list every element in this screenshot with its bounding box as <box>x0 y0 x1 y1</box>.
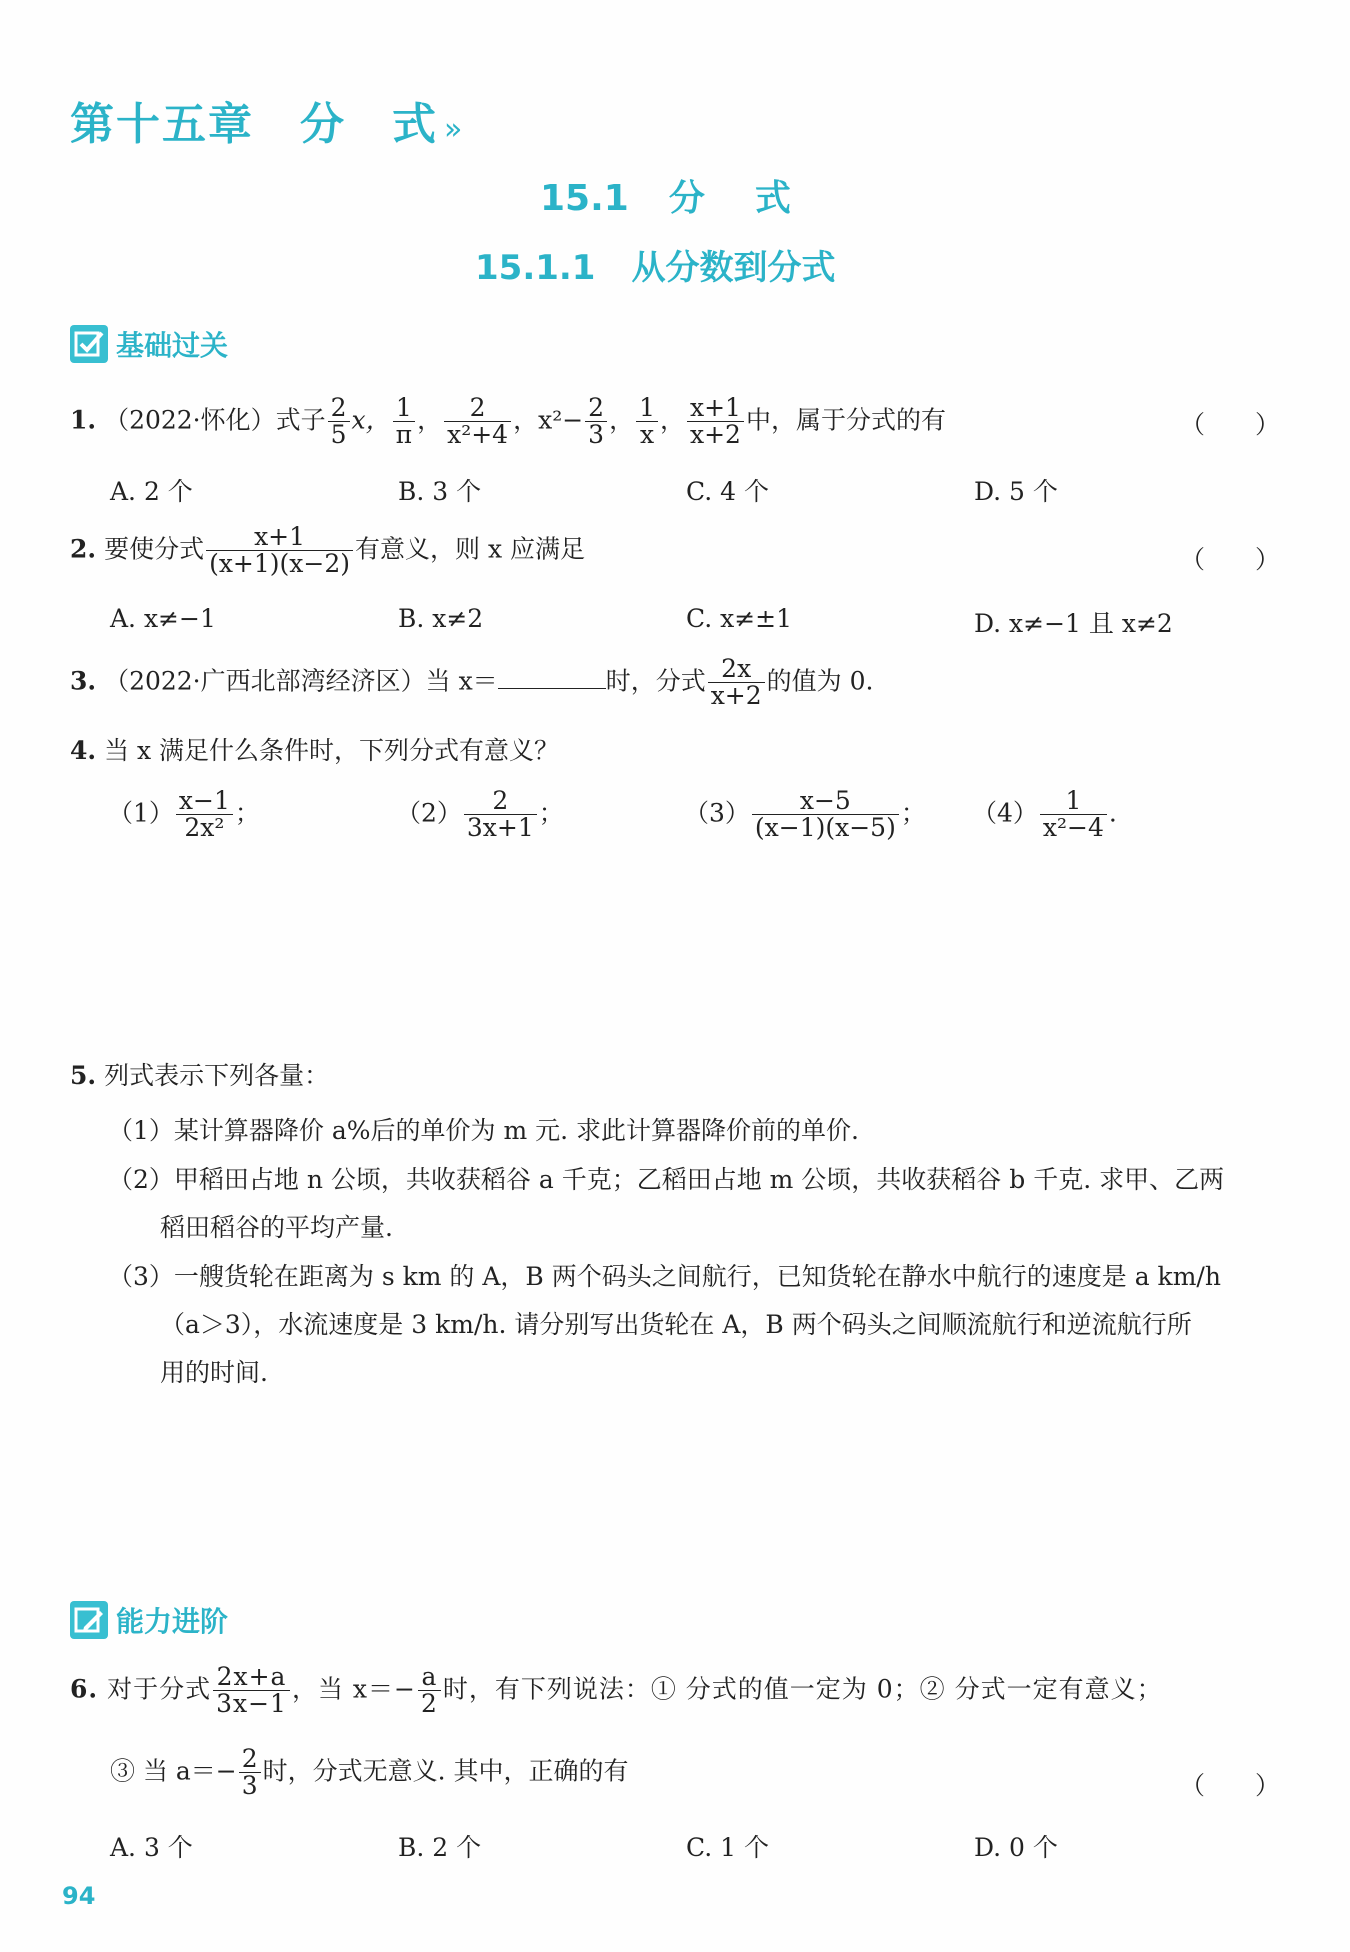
q1-option-c[interactable]: C. 4 个 <box>686 477 769 506</box>
subsection-title <box>475 240 835 289</box>
answer-blank-q3[interactable] <box>498 664 606 689</box>
question-1-number: 1. <box>70 405 97 435</box>
fraction: $\frac{2}{5}$ <box>328 395 350 449</box>
fraction: $\frac{2}{3}$ <box>239 1746 261 1800</box>
question-1-source: （2022·怀化）式子 <box>104 405 326 435</box>
question-4 <box>70 738 559 763</box>
fraction: $\frac{x-1}{\text{2x²}}$ <box>176 788 233 842</box>
q4-part-4 <box>972 788 1117 842</box>
answer-paren-q2[interactable]: （ ） <box>1180 545 1281 574</box>
fraction: $\frac{2}{3x+1}$ <box>464 788 537 842</box>
q2-option-c[interactable]: C. x≠±1 <box>686 604 793 633</box>
q5-part-3-line-3: 用的时间. <box>160 1358 268 1387</box>
chapter-title-number: 第十五章 <box>70 99 254 150</box>
q6-option-a[interactable]: A. 3 个 <box>110 1833 193 1862</box>
chapter-title-word-a: 分 <box>300 99 346 150</box>
badge-advanced-label: 能力进阶 <box>116 1605 229 1638</box>
question-6 <box>70 1664 1163 1718</box>
q3-text: 的值为 0. <box>766 666 874 696</box>
q6-option-c[interactable]: C. 1 个 <box>686 1833 769 1862</box>
section-title <box>540 170 791 221</box>
q1-text: ， <box>660 405 686 435</box>
double-chevron-icon: » <box>444 112 465 147</box>
section-number: 15.1 <box>540 178 629 219</box>
q2-option-a[interactable]: A. x≠−1 <box>110 604 216 633</box>
q1-text: ， <box>609 405 635 435</box>
q1-option-b[interactable]: B. 3 个 <box>398 477 482 506</box>
q6-text: ，当 x＝− <box>291 1674 416 1704</box>
q3-text: 时，分式 <box>605 666 706 696</box>
fraction: $\frac{a}{2}$ <box>418 1664 441 1718</box>
question-2 <box>70 524 585 578</box>
q4-part-end: ； <box>900 798 926 828</box>
question-3-number: 3. <box>70 666 97 696</box>
q6-option-b[interactable]: B. 2 个 <box>398 1833 482 1862</box>
q6-text: 时，分式无意义. 其中，正确的有 <box>262 1756 629 1786</box>
q4-part-end: ； <box>234 798 260 828</box>
question-5-number: 5. <box>70 1061 97 1090</box>
badge-advanced <box>70 1598 228 1642</box>
fraction: $\frac{x+1}{(x+1)(x-2)}$ <box>206 524 353 578</box>
q1-text: ， <box>417 405 443 435</box>
q4-part-1 <box>108 788 260 842</box>
q1-option-a[interactable]: A. 2 个 <box>110 477 193 506</box>
fraction: $\frac{x-5}{(x-1)(x-5)}$ <box>752 788 899 842</box>
q4-part-3 <box>684 788 926 842</box>
fraction: $\frac{1}{\pi}$ <box>393 395 415 449</box>
fraction: $\frac{2}{\text{x²+4}}$ <box>444 395 511 449</box>
q4-part-label: （2） <box>396 798 462 828</box>
q1-text: 中，属于分式的有 <box>745 405 946 435</box>
q4-part-label: （1） <box>108 798 174 828</box>
page-number: 94 <box>62 1882 96 1910</box>
q4-part-label: （4） <box>972 798 1038 828</box>
fraction: $\frac{2x+a}{3x-1}$ <box>213 1664 290 1718</box>
q2-text: 有意义，则 x 应满足 <box>355 534 585 564</box>
subsection-name: 从分数到分式 <box>631 248 836 288</box>
q5-text: 列式表示下列各量： <box>104 1061 330 1090</box>
q4-part-end: ； <box>538 798 564 828</box>
fraction: $\frac{1}{x}$ <box>636 395 658 449</box>
q1-text: ，x²− <box>513 405 584 435</box>
fraction: $\frac{x+1}{x+2}$ <box>687 395 744 449</box>
q6-text: ③ 当 a＝− <box>110 1756 237 1786</box>
q4-part-end: . <box>1108 798 1117 828</box>
question-2-number: 2. <box>70 534 97 564</box>
chapter-title <box>70 88 464 152</box>
q4-part-2 <box>396 788 564 842</box>
q6-text: 对于分式 <box>107 1674 212 1704</box>
badge-basic <box>70 322 228 366</box>
q6-text: 时，有下列说法：① 分式的值一定为 0；② 分式一定有意义； <box>442 1674 1163 1704</box>
q2-text: 要使分式 <box>104 534 205 564</box>
question-5 <box>70 1063 329 1088</box>
q1-option-d[interactable]: D. 5 个 <box>974 477 1058 506</box>
answer-paren-q6[interactable]: （ ） <box>1180 1771 1281 1800</box>
q2-option-d[interactable]: D. x≠−1 且 x≠2 <box>974 609 1173 638</box>
section-title-a: 分 <box>668 178 705 219</box>
question-1 <box>70 395 946 449</box>
answer-paren-q1[interactable]: （ ） <box>1180 410 1281 439</box>
fraction: $\frac{2}{3}$ <box>585 395 607 449</box>
q5-part-1: （1）某计算器降价 a%后的单价为 m 元. 求此计算器降价前的单价. <box>108 1116 859 1145</box>
q2-option-b[interactable]: B. x≠2 <box>398 604 484 633</box>
fraction: $\frac{1}{\text{x²−4}}$ <box>1040 788 1107 842</box>
q5-part-2-line-1: （2）甲稻田占地 n 公顷，共收获稻谷 a 千克；乙稻田占地 m 公顷，共收获稻谷 b 千克. 求甲、乙两 <box>108 1165 1225 1194</box>
q5-part-3-line-2: （a＞3），水流速度是 3 km/h. 请分别写出货轮在 A，B 两个码头之间顺流航行和逆流航行所 <box>160 1310 1192 1339</box>
question-3 <box>70 656 873 710</box>
section-title-b: 式 <box>754 178 791 219</box>
question-6-line-2 <box>110 1746 629 1800</box>
pencil-icon <box>70 1601 108 1639</box>
fraction: $\frac{2x}{x+2}$ <box>708 656 765 710</box>
checkbox-icon <box>70 325 108 363</box>
q4-text: 当 x 满足什么条件时，下列分式有意义？ <box>104 736 560 765</box>
q3-text: （2022·广西北部湾经济区）当 x＝ <box>104 666 498 696</box>
chapter-title-word-b: 式 <box>392 99 438 150</box>
q1-text: x， <box>351 405 391 435</box>
question-4-number: 4. <box>70 736 97 765</box>
q4-part-label: （3） <box>684 798 750 828</box>
q5-part-2-line-2: 稻田稻谷的平均产量. <box>160 1213 393 1242</box>
subsection-number: 15.1.1 <box>475 248 596 288</box>
badge-basic-label: 基础过关 <box>116 329 229 362</box>
question-6-number: 6. <box>70 1674 99 1704</box>
q6-option-d[interactable]: D. 0 个 <box>974 1833 1058 1862</box>
q5-part-3-line-1: （3）一艘货轮在距离为 s km 的 A，B 两个码头之间航行，已知货轮在静水中航行的速度是 a km/h <box>108 1262 1221 1291</box>
